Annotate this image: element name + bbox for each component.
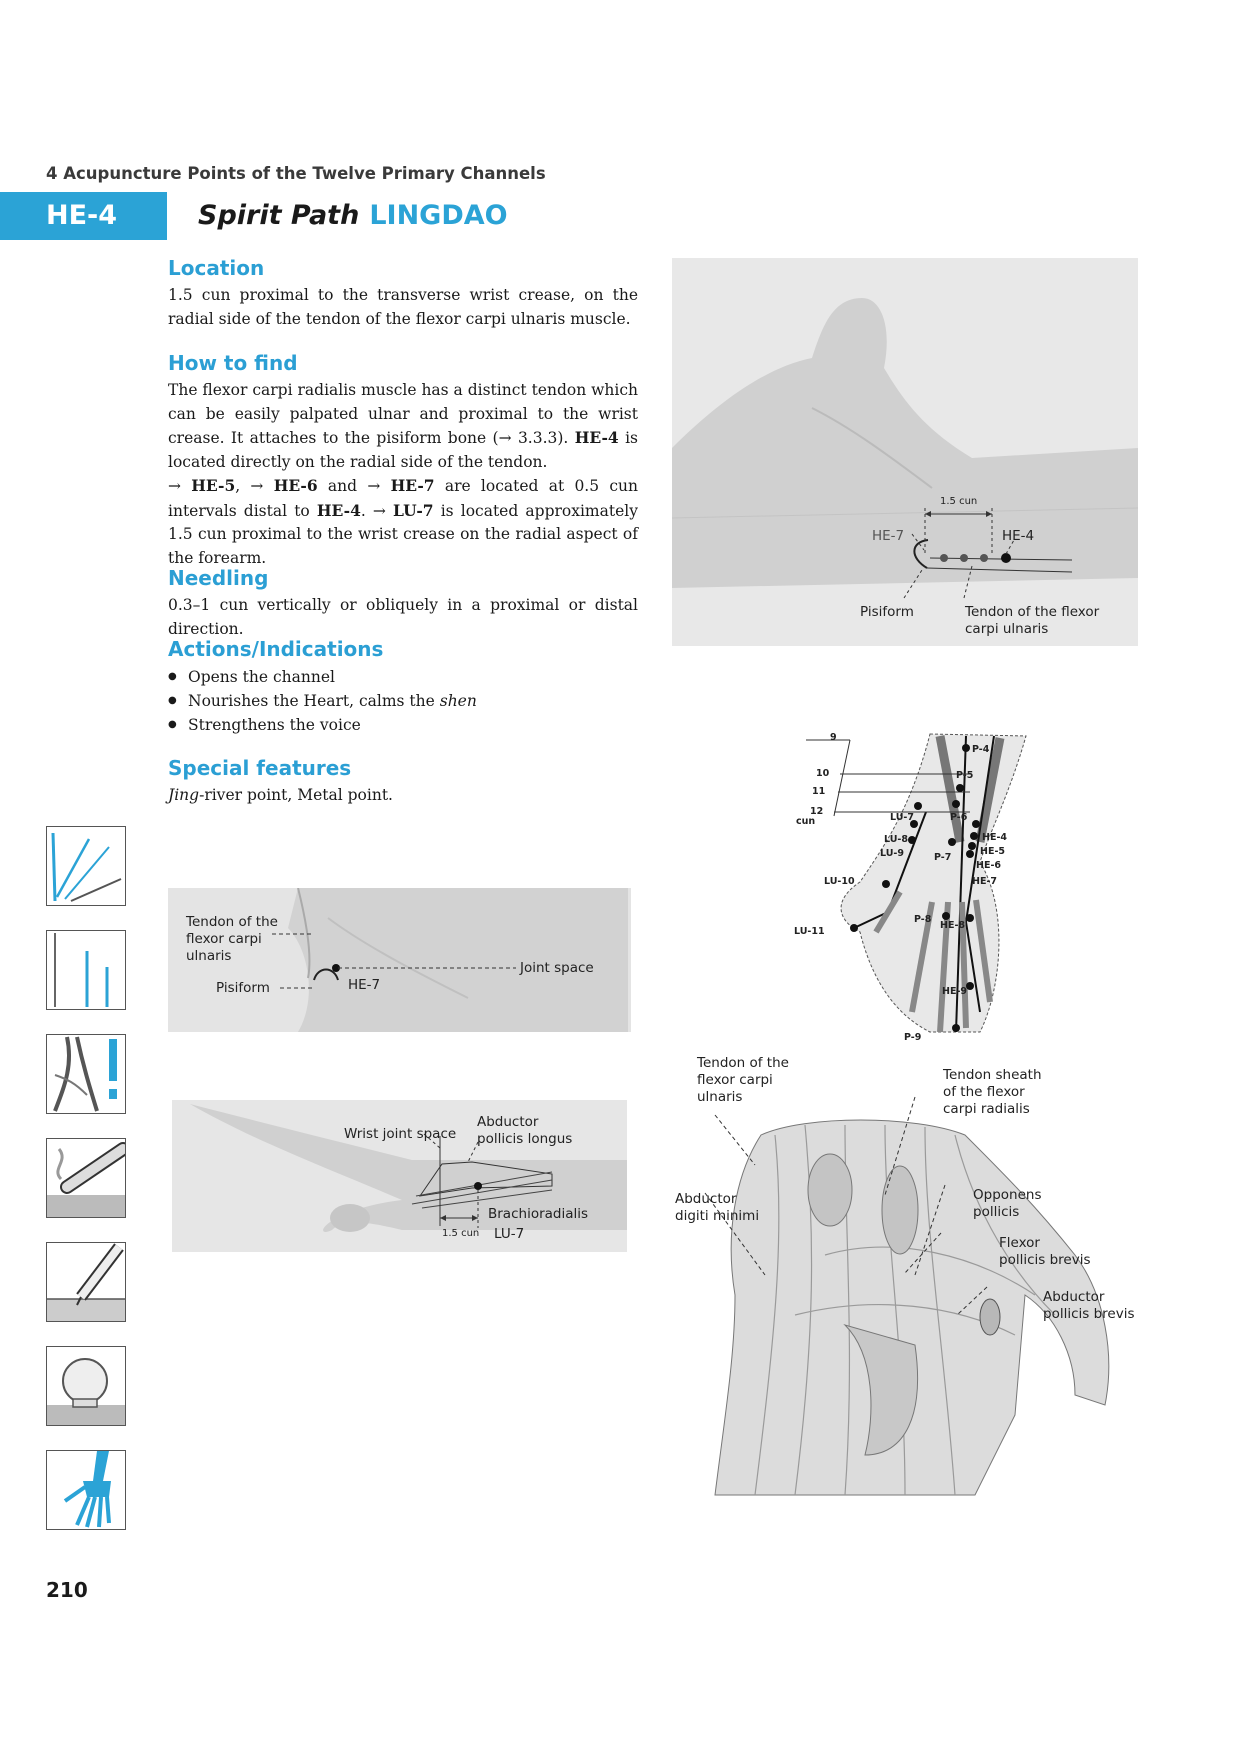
he9-label: HE-9 — [942, 986, 967, 997]
p7-label: P-7 — [934, 852, 952, 863]
tendon-label-1: Tendon of the — [186, 914, 278, 930]
list-item: ● Opens the channel — [168, 665, 638, 689]
how-to-find-heading: How to find — [168, 351, 298, 375]
wrist-photo-top — [672, 258, 1138, 646]
needle-sizes-icon — [46, 930, 126, 1010]
he8-label: HE-8 — [940, 920, 965, 931]
p5-label: P-5 — [956, 770, 974, 781]
needle-insertion-icon — [46, 1242, 126, 1322]
fcu-label-1: Tendon of the — [697, 1055, 789, 1071]
actions-heading: Actions/Indications — [168, 637, 384, 661]
point-code-tab: HE-4 — [0, 192, 167, 240]
p4-label: P-4 — [972, 744, 990, 755]
apb-label-2: pollicis brevis — [1043, 1306, 1135, 1322]
opponens-label-2: pollicis — [973, 1204, 1020, 1220]
p8-label: P-8 — [914, 914, 932, 925]
actions-list — [168, 665, 638, 737]
list-item: ● Nourishes the Heart, calms the shen — [168, 689, 638, 713]
lu8-label: LU-8 — [884, 834, 908, 845]
caution-vessels-icon — [46, 1034, 126, 1114]
needling-section — [168, 566, 638, 641]
cun-label: cun — [796, 816, 816, 827]
wrist-anatomy-diagram — [675, 1055, 1145, 1505]
sheath-label-2: of the flexor — [943, 1084, 1025, 1100]
pisiform-label: Pisiform — [860, 604, 914, 620]
needles-icon — [46, 826, 126, 906]
list-item: ● Strengthens the voice — [168, 713, 638, 737]
cupping-icon — [46, 1346, 126, 1426]
brachioradialis-label: Brachioradialis — [488, 1206, 589, 1222]
chapter-heading: 4 Acupuncture Points of the Twelve Primary Channels — [46, 164, 546, 183]
p9-label: P-9 — [904, 1032, 922, 1043]
p6-label: P-6 — [950, 812, 968, 823]
hand-skeleton-icon — [46, 1450, 126, 1530]
forearm-photo-lower — [172, 1100, 627, 1252]
location-section — [168, 256, 638, 331]
apb-label-1: Abductor — [1043, 1289, 1105, 1305]
hand-skeleton-diagram — [780, 732, 1100, 1042]
cun-9-label: 9 — [830, 732, 837, 743]
location-heading: Location — [168, 256, 265, 280]
location-text: 1.5 cun proximal to the transverse wrist crease, on the radial side of the tendon of the flexor carpi ulnaris muscle. — [168, 286, 638, 328]
he4-label: HE-4 — [982, 832, 1007, 843]
point-english-name: Spirit Path — [198, 200, 360, 231]
tendon-label-3: ulnaris — [186, 948, 232, 964]
fcu-label-2: flexor carpi — [697, 1072, 773, 1088]
abductor-label-2: pollicis longus — [477, 1131, 573, 1147]
he6-label: HE-6 — [976, 860, 1001, 871]
point-pinyin-name: LINGDAO — [369, 200, 508, 231]
lu7-label: LU-7 — [494, 1226, 525, 1242]
he7-label: HE-7 — [972, 876, 997, 887]
lu9-label: LU-9 — [880, 848, 904, 859]
he7-label: HE-7 — [348, 977, 381, 993]
adm-label-1: Abductor — [675, 1191, 737, 1207]
needling-heading: Needling — [168, 566, 269, 590]
wrist-joint-space-label: Wrist joint space — [344, 1126, 457, 1142]
how-to-find-paragraph-1: The flexor carpi radialis muscle has a distinct tendon which can be easily palpated ulnar and proximal to the wrist crease. It attaches to the pisiform bone (→ 3.3.3). HE-4 is located directly on the radial side of the tendon. — [168, 381, 638, 471]
tendon-label-2: carpi ulnaris — [965, 621, 1049, 637]
page-number: 210 — [46, 1578, 88, 1602]
opponens-label-1: Opponens — [973, 1187, 1042, 1203]
how-to-find-paragraph-2: → HE-5, → HE-6 and → HE-7 are located at 0.5 cun intervals distal to HE-4. → LU-7 is located approximately 1.5 cun proximal to the wrist crease on the radial aspect of the forearm. — [168, 476, 639, 567]
sheath-label-3: carpi radialis — [943, 1101, 1030, 1117]
pisiform-label: Pisiform — [216, 980, 270, 996]
he4-label: HE-4 — [1002, 528, 1035, 544]
joint-space-label: Joint space — [520, 960, 594, 976]
special-features-text: Jing-river point, Metal point. — [168, 786, 393, 804]
wrist-photo-middle — [168, 888, 631, 1032]
adm-label-2: digiti minimi — [675, 1208, 760, 1224]
he5-label: HE-5 — [980, 846, 1005, 857]
sheath-label-1: Tendon sheath — [943, 1067, 1042, 1083]
cun-12-label: 12 — [810, 806, 824, 817]
distance-label: 1.5 cun — [442, 1228, 480, 1239]
tendon-label-1: Tendon of the flexor — [965, 604, 1100, 620]
fpb-label-1: Flexor — [999, 1235, 1040, 1251]
he7-label: HE-7 — [872, 528, 905, 544]
point-title — [198, 200, 508, 231]
needling-text: 0.3–1 cun vertically or obliquely in a proximal or distal direction. — [168, 596, 638, 638]
tendon-label-2: flexor carpi — [186, 931, 262, 947]
how-to-find-section — [168, 351, 638, 570]
distance-label: 1.5 cun — [940, 496, 978, 507]
actions-section — [168, 637, 638, 737]
abductor-label-1: Abductor — [477, 1114, 539, 1130]
moxibustion-icon — [46, 1138, 126, 1218]
lu11-label: LU-11 — [794, 926, 825, 937]
lu7-label: LU-7 — [890, 812, 914, 823]
fcu-label-3: ulnaris — [697, 1089, 743, 1105]
cun-11-label: 11 — [812, 786, 826, 797]
special-features-heading: Special features — [168, 756, 352, 780]
fpb-label-2: pollicis brevis — [999, 1252, 1091, 1268]
lu10-label: LU-10 — [824, 876, 855, 887]
cun-10-label: 10 — [816, 768, 830, 779]
special-features-section — [168, 756, 638, 808]
